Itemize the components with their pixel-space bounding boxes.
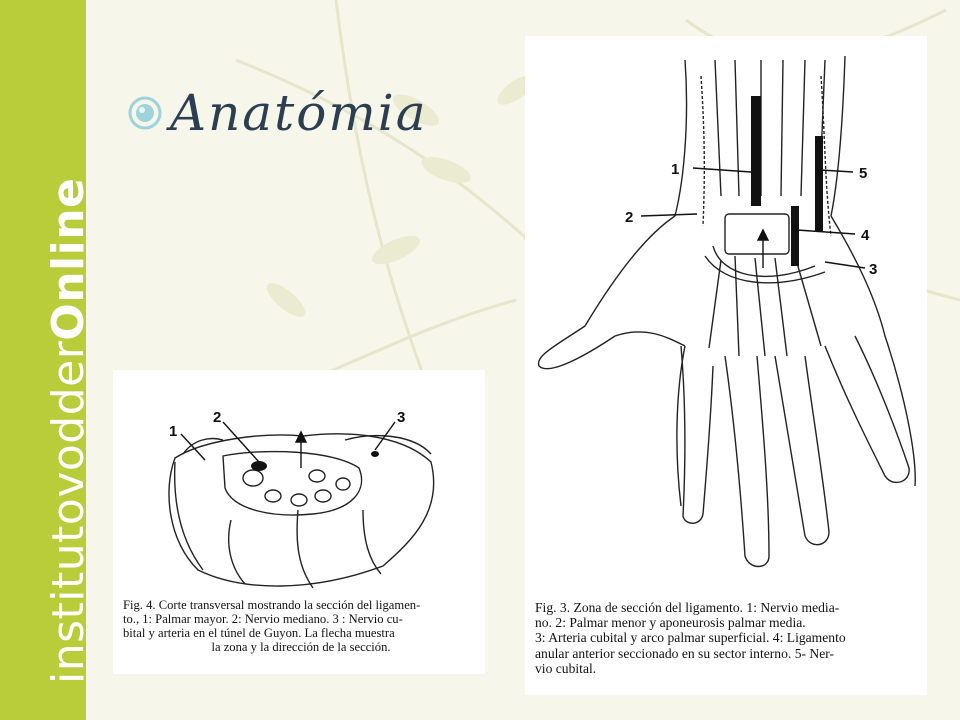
fig3-label-1: 1 (671, 161, 680, 178)
brand-bold-text: Online (43, 177, 94, 341)
figure-3-palmar-hand (525, 36, 927, 695)
fig3-caption (535, 600, 923, 676)
fig3-caption-line-5: vio cubital. (535, 660, 597, 676)
fig4-label-2: 2 (213, 409, 222, 426)
fig3-caption-line-4: anular anterior seccionado en su sector interno. 5- Ner- (535, 645, 835, 661)
fig4-caption-line-3: bital y arteria en el túnel de Guyon. La flecha muestra (123, 626, 395, 641)
fig3-caption-line-2: no. 2: Palmar menor y aponeurosis palmar media. (535, 615, 806, 631)
slide-title: Anatómia (170, 84, 428, 142)
fig3-caption-line-3: 3: Arteria cubital y arco palmar superficial. 4: Ligamento (535, 630, 846, 646)
brand-light-text: institutovodder (43, 340, 94, 684)
fig4-caption-line-1: Fig. 4. Corte transversal mostrando la sección del ligamen- (123, 598, 421, 612)
hand-palmar-illustration (525, 36, 927, 596)
fig3-label-4: 4 (861, 227, 870, 244)
fig3-label-3: 3 (869, 261, 878, 278)
fig4-label-3: 3 (397, 409, 406, 426)
fig4-label-1: 1 (169, 423, 178, 440)
fig4-caption (123, 598, 479, 654)
sidebar (0, 0, 94, 720)
slide-title-row (128, 84, 428, 142)
fig4-caption-line-4: la zona y la dirección de la sección. (211, 640, 391, 655)
fig3-label-2: 2 (625, 209, 634, 226)
target-bullet-icon (128, 96, 162, 130)
wrist-cross-section-illustration (113, 370, 485, 598)
figure-4-transverse-section (113, 370, 485, 674)
fig3-caption-line-1: Fig. 3. Zona de sección del ligamento. 1: Nervio media- (535, 600, 840, 615)
fig4-caption-line-2: to., 1: Palmar mayor. 2: Nervio mediano. 3 : Nervio cu- (123, 612, 403, 627)
fig3-label-5: 5 (859, 165, 868, 182)
